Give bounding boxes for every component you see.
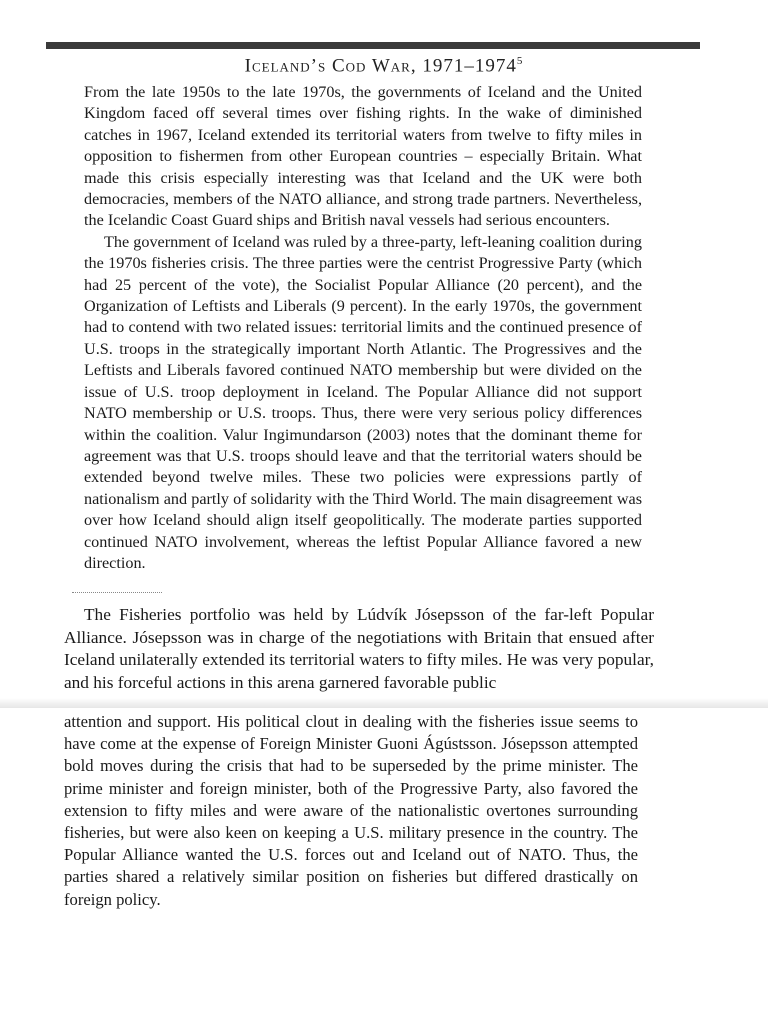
paragraph-fisheries-portfolio: The Fisheries portfolio was held by Lúdvík Jósepsson of the far-left Popular Alliance. Jósepsson was in charge of the negotiations with Britain that ensued after Iceland unilaterally extended its territorial waters to fifty miles. He was very popular, and his forceful actions in this arena garnered favorable public (64, 605, 654, 692)
paragraph-coalition: The government of Iceland was ruled by a three-party, left-leaning coalition during the 1970s fisheries crisis. The three parties were the centrist Progressive Party (which had 25 percent of the vote), the Socialist Popular Alliance (20 percent), and the Organization of Leftists and Liberals (9 percent). In the early 1970s, the government had to contend with two related issues: territorial limits and the continued presence of U.S. troops in the strategically important North Atlantic. The Progressives and the Leftists and Liberals favored continued NATO membership but were divided on the issue of U.S. troop deployment in Iceland. The Popular Alliance did not support NATO membership or U.S. troops. Thus, there were very serious policy differences within the coalition. Valur Ingimundarson (2003) notes that the dominant theme for agreement was that U.S. troops should leave and that the territorial waters should be extended beyond twelve miles. These two policies were expressions partly of nationalism and partly of solidarity with the Third World. The main disagreement was over how Iceland should align itself geopolitically. The moderate parties supported continued NATO involvement, whereas the leftist Popular Alliance favored a new direction. (84, 232, 642, 572)
page-heading (0, 55, 768, 77)
page-fragment-mark (72, 592, 162, 596)
top-rule (46, 42, 700, 49)
page-break-shadow (0, 698, 768, 708)
text-block-lower (64, 711, 638, 911)
heading-title: Iceland’s Cod War, 1971–1974 (244, 55, 517, 77)
text-block-middle (64, 604, 654, 694)
paragraph-fishing-rights: From the late 1950s to the late 1970s, the governments of Iceland and the United Kingdom faced off several times over fishing rights. In the wake of diminished catches in 1967, Iceland extended its territorial waters from twelve to fifty miles in opposition to fishermen from other European countries – especially Britain. What made this crisis especially interesting was that Iceland and the UK were both democracies, members of the NATO alliance, and strong trade partners. Nevertheless, the Icelandic Coast Guard ships and British naval vessels had serious encounters. (84, 83, 642, 230)
heading-footnote-marker: 5 (516, 55, 524, 67)
text-block-upper (84, 82, 642, 574)
paragraph-political-clout: attention and support. His political clout in dealing with the fisheries issue seems to have come at the expense of Foreign Minister Guoni Ágústsson. Jósepsson attempted bold moves during the crisis that had to be superseded by the prime minister. The prime minister and foreign minister, both of the Progressive Party, also favored the extension to fifty miles and were aware of the nationalistic overtones surrounding fisheries, but were also keen on keeping a U.S. military presence in the country. The Popular Alliance wanted the U.S. forces out and Iceland out of NATO. Thus, the parties shared a relatively similar position on fisheries but differed drastically on foreign policy. (64, 712, 638, 909)
